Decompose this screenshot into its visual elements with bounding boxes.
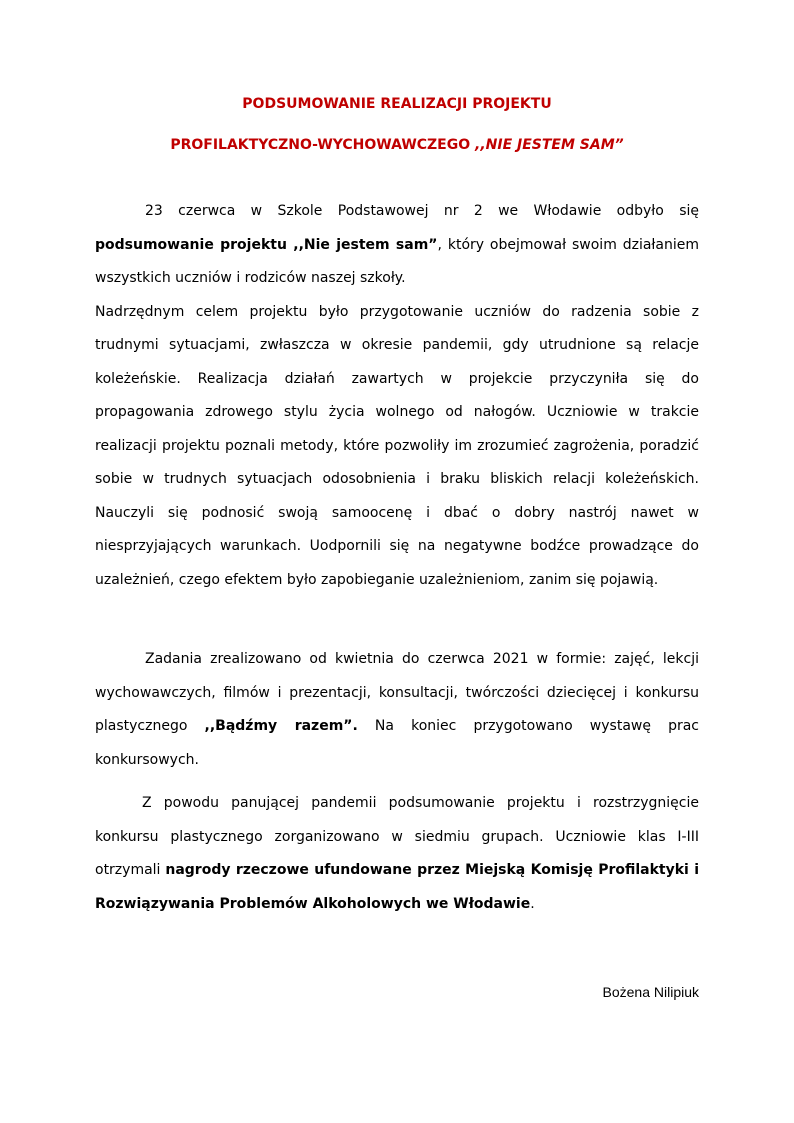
title-line-2-prefix: PROFILAKTYCZNO-WYCHOWAWCZEGO — [170, 137, 476, 153]
paragraph-1-text-end: , który obejmował swoim działaniem wszystkich uczniów i rodziców naszej szkoły. — [95, 236, 699, 286]
paragraph-3-text-start: Zadania zrealizowano od kwietnia do czerwca 2021 w formie: zajęć, lekcji wychowawczych, filmów i prezentacji, konsultacji, twórczości dziecięcej i konkursu plastycznego — [95, 651, 699, 734]
document-title-line-2 — [0, 137, 794, 153]
body-section-1 — [95, 195, 699, 597]
author-signature: Bożena Nilipiuk — [602, 984, 699, 1000]
paragraph-2: Nadrzędnym celem projektu było przygotowanie uczniów do radzenia sobie z trudnymi sytuacjami, zwłaszcza w okresie pandemii, gdy utrudnione są relacje koleżeńskie. Realizacja działań zawartych w projekcie przyczyniła się do propagowania zdrowego stylu życia wolnego od nałogów. Uczniowie w trakcie realizacji projektu poznali metody, które pozwoliły im zrozumieć zagrożenia, poradzić sobie w trudnych sytuacjach odosobnienia i braku bliskich relacji koleżeńskich. Nauczyli się podnosić swoją samoocenę i dbać o dobry nastrój nawet w niesprzyjających warunkach. Uodpornili się na negatywne bodźce prowadzące do uzależnień, czego efektem było zapobieganie uzależnieniom, zanim się pojawią. — [95, 303, 699, 588]
paragraph-3-text-end: Na koniec przygotowano wystawę prac konkursowych. — [95, 718, 699, 768]
paragraph-3-bold-contest-name: ,,Bądźmy razem”. — [204, 718, 358, 734]
paragraph-4-text-end: . — [530, 895, 535, 912]
paragraph-1-text-start: 23 czerwca w Szkole Podstawowej nr 2 we Włodawie odbyło się — [145, 203, 699, 219]
paragraph-4-text-start: Z powodu panującej pandemii podsumowanie projektu i rozstrzygnięcie konkursu plastycznego zorganizowano w siedmiu grupach. Uczniowie klas I-III otrzymali — [95, 795, 699, 878]
title-project-name: ,,NIE JESTEM SAM” — [475, 137, 624, 153]
paragraph-1-bold-project-name: podsumowanie projektu ,,Nie jestem sam” — [95, 236, 438, 253]
document-title-line-1: PODSUMOWANIE REALIZACJI PROJEKTU — [242, 96, 552, 112]
paragraph-3 — [95, 643, 699, 777]
paragraph-4 — [95, 787, 699, 921]
paragraph-4-bold-sponsor: nagrody rzeczowe ufundowane przez Miejską Komisję Profilaktyki i Rozwiązywania Problemów Alkoholowych we Włodawie — [95, 862, 700, 912]
paragraph-1 — [95, 195, 699, 296]
